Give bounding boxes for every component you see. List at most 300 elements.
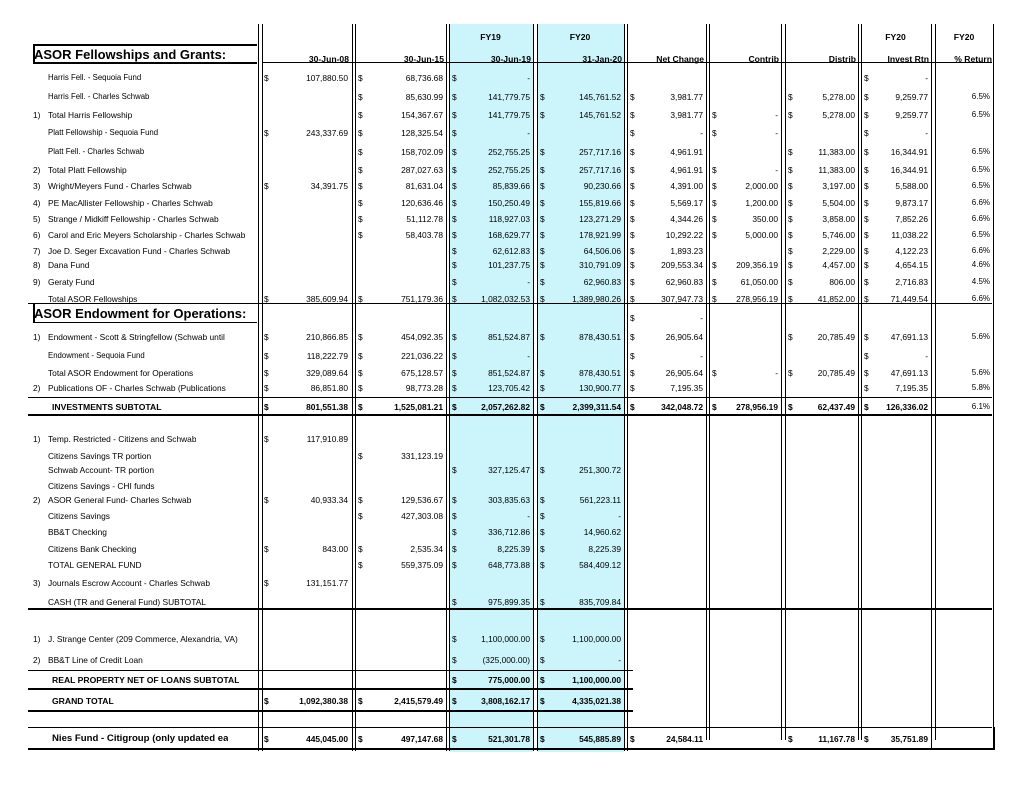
cell-value: 878,430.51 xyxy=(579,368,621,378)
cell-value: 9,259.77 xyxy=(895,92,928,102)
row-cell xyxy=(786,276,858,288)
currency-sign: $ xyxy=(630,294,635,304)
row-cell xyxy=(628,109,706,121)
currency-sign: $ xyxy=(358,451,363,461)
cell-value: 85,630.99 xyxy=(405,92,443,102)
currency-sign: $ xyxy=(712,181,717,191)
grid-horizontal-line xyxy=(28,710,633,712)
currency-sign: $ xyxy=(788,147,793,157)
percent-return: 6.5% xyxy=(971,147,990,156)
cell-value: 5,504.00 xyxy=(822,198,855,208)
currency-sign: $ xyxy=(358,214,363,224)
row-cell xyxy=(538,213,624,225)
cell-value: 98,773.28 xyxy=(405,383,443,393)
row-cell xyxy=(862,293,931,305)
row-cell xyxy=(538,464,624,476)
row-label: Geraty Fund xyxy=(48,277,95,287)
row-cell xyxy=(450,367,533,379)
currency-sign: $ xyxy=(864,92,869,102)
row-cell xyxy=(356,72,446,84)
row-cell xyxy=(450,293,533,305)
row-cell xyxy=(450,526,533,538)
currency-sign: $ xyxy=(540,165,545,175)
currency-sign: $ xyxy=(358,181,363,191)
currency-sign: $ xyxy=(630,214,635,224)
row-number: 2) xyxy=(33,383,41,393)
row-cell xyxy=(710,180,781,192)
grid-vertical-line xyxy=(993,727,995,749)
currency-sign: $ xyxy=(452,734,457,744)
cell-value: 2,229.00 xyxy=(822,246,855,256)
row-cell xyxy=(450,229,533,241)
cell-value: 751,179.36 xyxy=(401,294,443,304)
currency-sign: $ xyxy=(358,110,363,120)
currency-sign: $ xyxy=(264,332,269,342)
cell-value: 878,430.51 xyxy=(579,332,621,342)
row-cell xyxy=(262,293,351,305)
cell-value: 5,588.00 xyxy=(895,181,928,191)
currency-sign: $ xyxy=(788,277,793,287)
row-number: 1) xyxy=(33,110,41,120)
cell-value: 71,449.54 xyxy=(890,294,928,304)
cell-value: 145,761.52 xyxy=(579,110,621,120)
cell-value: 10,292.22 xyxy=(665,230,703,240)
currency-sign: $ xyxy=(264,368,269,378)
cell-value: 64,506.06 xyxy=(583,246,621,256)
row-label: PE MacAllister Fellowship - Charles Schwab xyxy=(48,198,213,208)
row-number: 1) xyxy=(33,434,41,444)
row-number: 2) xyxy=(33,165,41,175)
cell-value: 11,167.78 xyxy=(818,734,855,744)
currency-sign: $ xyxy=(452,128,457,138)
cell-value: 1,200.00 xyxy=(745,198,778,208)
currency-sign: $ xyxy=(452,110,457,120)
currency-sign: $ xyxy=(788,246,793,256)
currency-sign: $ xyxy=(630,734,635,744)
row-cell xyxy=(862,382,931,394)
row-number: 1) xyxy=(33,332,41,342)
cell-value: 385,609.94 xyxy=(306,294,348,304)
row-cell xyxy=(450,245,533,257)
row-cell xyxy=(538,674,624,686)
cell-value: 20,785.49 xyxy=(817,368,855,378)
row-cell xyxy=(450,197,533,209)
row-cell xyxy=(450,91,533,103)
row-number: 2) xyxy=(33,495,41,505)
row-cell xyxy=(710,293,781,305)
currency-sign: $ xyxy=(358,368,363,378)
row-cell xyxy=(862,164,931,176)
currency-sign: $ xyxy=(264,578,269,588)
row-cell xyxy=(450,180,533,192)
cell-value: - xyxy=(700,313,703,323)
row-cell xyxy=(356,146,446,158)
header-top-2: FY19 xyxy=(480,32,501,42)
grid-vertical-line xyxy=(446,24,447,751)
row-cell xyxy=(356,450,446,462)
currency-sign: $ xyxy=(452,560,457,570)
currency-sign: $ xyxy=(358,73,363,83)
row-label: J. Strange Center (209 Commerce, Alexandria, VA) xyxy=(48,634,238,644)
row-cell xyxy=(356,109,446,121)
cell-value: 1,389,980.26 xyxy=(572,294,621,304)
row-cell xyxy=(450,733,533,745)
row-cell xyxy=(862,367,931,379)
row-cell xyxy=(786,213,858,225)
currency-sign: $ xyxy=(452,383,457,393)
cell-value: 123,271.29 xyxy=(579,214,621,224)
currency-sign: $ xyxy=(864,260,869,270)
row-label: Publications OF - Charles Schwab (Publications xyxy=(48,383,226,393)
row-cell xyxy=(628,733,706,745)
row-cell xyxy=(628,293,706,305)
currency-sign: $ xyxy=(540,465,545,475)
currency-sign: $ xyxy=(712,277,717,287)
cell-value: 975,899.35 xyxy=(488,597,530,607)
currency-sign: $ xyxy=(452,368,457,378)
row-cell xyxy=(628,180,706,192)
cell-value: - xyxy=(527,351,530,361)
row-cell xyxy=(628,259,706,271)
cell-value: 7,852.26 xyxy=(895,214,928,224)
currency-sign: $ xyxy=(712,128,717,138)
row-number: 1) xyxy=(33,634,41,644)
cell-value: 131,151.77 xyxy=(306,578,348,588)
row-cell xyxy=(538,146,624,158)
row-label: Platt Fellowship - Sequoia Fund xyxy=(48,128,159,137)
percent-return: 6.5% xyxy=(971,181,990,190)
percent-return: 6.5% xyxy=(971,230,990,239)
cell-value: 34,391.75 xyxy=(310,181,348,191)
cell-value: - xyxy=(775,368,778,378)
row-cell xyxy=(450,276,533,288)
currency-sign: $ xyxy=(264,181,269,191)
percent-return: 6.5% xyxy=(971,110,990,119)
cell-value: 150,250.49 xyxy=(488,198,530,208)
currency-sign: $ xyxy=(630,313,635,323)
currency-sign: $ xyxy=(712,368,717,378)
percent-return: 5.6% xyxy=(971,368,990,377)
currency-sign: $ xyxy=(264,383,269,393)
cell-value: 62,960.83 xyxy=(583,277,621,287)
cell-value: 1,092,380.38 xyxy=(299,696,348,706)
grid-vertical-line xyxy=(352,24,353,751)
cell-value: 3,808,162.17 xyxy=(481,696,530,706)
row-label: Wright/Meyers Fund - Charles Schwab xyxy=(48,181,192,191)
row-cell xyxy=(450,633,533,645)
currency-sign: $ xyxy=(264,128,269,138)
row-cell xyxy=(450,213,533,225)
row-cell xyxy=(538,526,624,538)
row-label: Citizens Savings xyxy=(48,511,110,521)
header-bottom-1: 30-Jun-15 xyxy=(403,54,444,64)
currency-sign: $ xyxy=(864,165,869,175)
cell-value: 209,356.19 xyxy=(736,260,778,270)
currency-sign: $ xyxy=(540,655,545,665)
currency-sign: $ xyxy=(358,351,363,361)
row-cell xyxy=(628,245,706,257)
header-bottom-7: Invest Rtn xyxy=(887,54,929,64)
cell-value: 145,761.52 xyxy=(579,92,621,102)
cell-value: 8,225.39 xyxy=(497,544,530,554)
cell-value: 278,956.19 xyxy=(736,402,778,412)
currency-sign: $ xyxy=(864,198,869,208)
row-label: CASH (TR and General Fund) SUBTOTAL xyxy=(48,597,206,607)
row-label: Harris Fell. - Sequoia Fund xyxy=(48,73,142,82)
cell-value: 61,050.00 xyxy=(740,277,778,287)
row-cell xyxy=(356,127,446,139)
row-cell xyxy=(862,229,931,241)
row-label: Total Harris Fellowship xyxy=(48,110,133,120)
cell-value: 584,409.12 xyxy=(579,560,621,570)
row-cell xyxy=(786,331,858,343)
header-bottom-3: 31-Jan-20 xyxy=(582,54,622,64)
row-cell xyxy=(710,401,781,413)
row-cell xyxy=(538,559,624,571)
currency-sign: $ xyxy=(540,544,545,554)
currency-sign: $ xyxy=(452,147,457,157)
currency-sign: $ xyxy=(452,214,457,224)
currency-sign: $ xyxy=(452,675,457,685)
currency-sign: $ xyxy=(864,110,869,120)
currency-sign: $ xyxy=(452,181,457,191)
cell-value: 11,383.00 xyxy=(818,147,855,157)
row-cell xyxy=(356,164,446,176)
header-bottom-4: Net Change xyxy=(656,54,704,64)
row-label: Platt Fell. - Charles Schwab xyxy=(48,147,145,156)
currency-sign: $ xyxy=(540,277,545,287)
cell-value: 775,000.00 xyxy=(488,675,530,685)
row-label: Joe D. Seger Excavation Fund - Charles Schwab xyxy=(48,246,231,256)
currency-sign: $ xyxy=(358,230,363,240)
currency-sign: $ xyxy=(712,402,717,412)
currency-sign: $ xyxy=(788,294,793,304)
row-cell xyxy=(628,312,706,324)
grid-vertical-line xyxy=(258,24,259,751)
currency-sign: $ xyxy=(358,128,363,138)
cell-value: 327,125.47 xyxy=(488,465,530,475)
header-bottom-0: 30-Jun-08 xyxy=(308,54,349,64)
cell-value: 8,225.39 xyxy=(588,544,621,554)
cell-value: - xyxy=(527,128,530,138)
row-cell xyxy=(450,559,533,571)
row-cell xyxy=(786,245,858,257)
currency-sign: $ xyxy=(630,92,635,102)
currency-sign: $ xyxy=(630,165,635,175)
cell-value: 168,629.77 xyxy=(488,230,530,240)
currency-sign: $ xyxy=(358,383,363,393)
currency-sign: $ xyxy=(712,294,717,304)
row-cell xyxy=(786,164,858,176)
cell-value: 47,691.13 xyxy=(890,332,928,342)
row-label: Journals Escrow Account - Charles Schwab xyxy=(48,578,210,588)
row-cell xyxy=(628,229,706,241)
cell-value: 675,128.57 xyxy=(401,368,443,378)
cell-value: 5,746.00 xyxy=(822,230,855,240)
cell-value: 40,933.34 xyxy=(310,495,348,505)
row-cell xyxy=(538,633,624,645)
row-cell xyxy=(862,197,931,209)
cell-value: 4,961.91 xyxy=(670,165,703,175)
section-title-fellowships: ASOR Fellowships and Grants: xyxy=(34,47,227,62)
currency-sign: $ xyxy=(452,332,457,342)
row-cell xyxy=(262,401,351,413)
currency-sign: $ xyxy=(630,181,635,191)
currency-sign: $ xyxy=(452,655,457,665)
row-cell xyxy=(710,229,781,241)
currency-sign: $ xyxy=(630,351,635,361)
currency-sign: $ xyxy=(712,214,717,224)
row-cell xyxy=(262,577,351,589)
currency-sign: $ xyxy=(864,351,869,361)
currency-sign: $ xyxy=(788,198,793,208)
cell-value: 307,947.73 xyxy=(661,294,703,304)
row-cell xyxy=(862,72,931,84)
cell-value: (325,000.00) xyxy=(482,655,530,665)
currency-sign: $ xyxy=(788,165,793,175)
cell-value: 648,773.88 xyxy=(488,560,530,570)
cell-value: 24,584.11 xyxy=(666,734,703,744)
cell-value: 81,631.04 xyxy=(405,181,443,191)
cell-value: 210,866.85 xyxy=(306,332,348,342)
currency-sign: $ xyxy=(630,128,635,138)
header-top-3: FY20 xyxy=(569,32,591,42)
row-cell xyxy=(262,127,351,139)
cell-value: - xyxy=(527,277,530,287)
row-cell xyxy=(538,695,624,707)
row-cell xyxy=(628,91,706,103)
cell-value: 806.00 xyxy=(829,277,855,287)
cell-value: 155,819.66 xyxy=(579,198,621,208)
percent-return: 6.6% xyxy=(971,198,990,207)
grid-horizontal-line xyxy=(28,608,992,610)
currency-sign: $ xyxy=(712,230,717,240)
currency-sign: $ xyxy=(630,368,635,378)
row-cell xyxy=(538,367,624,379)
cell-value: - xyxy=(925,73,928,83)
cell-value: 2,535.34 xyxy=(410,544,443,554)
row-cell xyxy=(628,276,706,288)
grid-horizontal-line xyxy=(28,748,995,750)
cell-value: 118,927.03 xyxy=(488,214,530,224)
currency-sign: $ xyxy=(540,294,545,304)
row-cell xyxy=(710,213,781,225)
row-cell xyxy=(538,733,624,745)
cell-value: - xyxy=(527,73,530,83)
currency-sign: $ xyxy=(864,277,869,287)
row-cell xyxy=(356,367,446,379)
currency-sign: $ xyxy=(452,73,457,83)
cell-value: 4,122.23 xyxy=(895,246,928,256)
row-cell xyxy=(786,229,858,241)
currency-sign: $ xyxy=(452,246,457,256)
cell-value: 141,779.75 xyxy=(488,110,530,120)
cell-value: 5,569.17 xyxy=(670,198,703,208)
currency-sign: $ xyxy=(540,495,545,505)
grid-vertical-line xyxy=(785,24,786,740)
percent-return: 6.6% xyxy=(971,294,990,303)
cell-value: 1,082,032.53 xyxy=(481,294,530,304)
cell-value: 801,551.38 xyxy=(306,402,348,412)
currency-sign: $ xyxy=(788,260,793,270)
row-cell xyxy=(862,146,931,158)
cell-value: 26,905.64 xyxy=(665,332,703,342)
currency-sign: $ xyxy=(540,198,545,208)
row-number: 4) xyxy=(33,198,41,208)
row-cell xyxy=(538,180,624,192)
cell-value: 561,223.11 xyxy=(579,495,621,505)
header-bottom-5: Contrib xyxy=(748,54,779,64)
row-cell xyxy=(450,146,533,158)
currency-sign: $ xyxy=(864,230,869,240)
currency-sign: $ xyxy=(452,198,457,208)
cell-value: 1,100,000.00 xyxy=(481,634,530,644)
row-cell xyxy=(356,382,446,394)
row-cell xyxy=(356,331,446,343)
currency-sign: $ xyxy=(264,495,269,505)
row-cell xyxy=(862,213,931,225)
currency-sign: $ xyxy=(630,277,635,287)
row-cell xyxy=(262,494,351,506)
cell-value: - xyxy=(775,110,778,120)
row-cell xyxy=(538,543,624,555)
cell-value: 118,222.79 xyxy=(306,351,348,361)
currency-sign: $ xyxy=(864,383,869,393)
row-cell xyxy=(786,367,858,379)
row-cell xyxy=(538,510,624,522)
currency-sign: $ xyxy=(358,332,363,342)
row-cell xyxy=(450,695,533,707)
row-cell xyxy=(862,180,931,192)
currency-sign: $ xyxy=(788,214,793,224)
row-label: Dana Fund xyxy=(48,260,90,270)
row-cell xyxy=(450,510,533,522)
row-cell xyxy=(450,382,533,394)
currency-sign: $ xyxy=(788,230,793,240)
row-cell xyxy=(356,401,446,413)
row-cell xyxy=(786,91,858,103)
row-cell xyxy=(450,127,533,139)
cell-value: - xyxy=(925,128,928,138)
currency-sign: $ xyxy=(540,214,545,224)
row-cell xyxy=(786,197,858,209)
cell-value: 101,237.75 xyxy=(488,260,530,270)
row-cell xyxy=(450,596,533,608)
row-cell xyxy=(450,164,533,176)
currency-sign: $ xyxy=(540,230,545,240)
cell-value: - xyxy=(775,128,778,138)
cell-value: 16,344.91 xyxy=(890,165,928,175)
row-cell xyxy=(450,654,533,666)
currency-sign: $ xyxy=(540,675,545,685)
currency-sign: $ xyxy=(788,92,793,102)
cell-value: 545,885.89 xyxy=(579,734,621,744)
currency-sign: $ xyxy=(452,511,457,521)
row-label: ASOR General Fund- Charles Schwab xyxy=(48,495,192,505)
grid-vertical-line xyxy=(533,24,534,751)
row-cell xyxy=(538,109,624,121)
row-number: 3) xyxy=(33,181,41,191)
row-cell xyxy=(786,733,858,745)
cell-value: - xyxy=(700,351,703,361)
row-cell xyxy=(786,180,858,192)
currency-sign: $ xyxy=(452,230,457,240)
row-cell xyxy=(356,510,446,522)
cell-value: 3,197.00 xyxy=(822,181,855,191)
grid-horizontal-line xyxy=(28,727,992,728)
row-cell xyxy=(538,494,624,506)
cell-value: 331,123.19 xyxy=(401,451,443,461)
